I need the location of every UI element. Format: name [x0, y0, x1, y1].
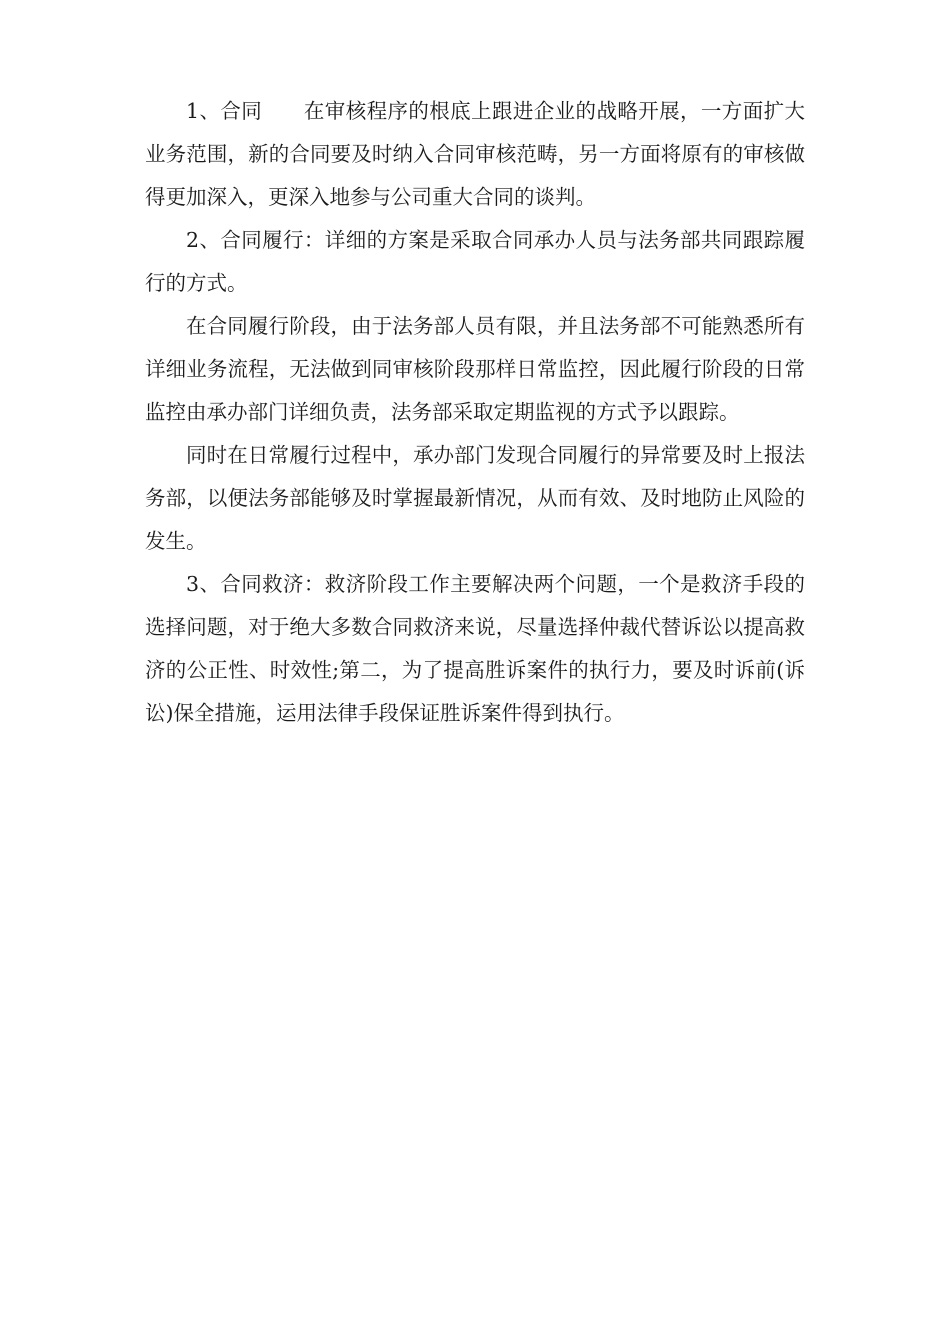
paragraph-performance-monitoring: 在合同履行阶段，由于法务部人员有限，并且法务部不可能熟悉所有详细业务流程，无法做到同审核阶段那样日常监控，因此履行阶段的日常监控由承办部门详细负责，法务部采取定期监视的方式予以跟踪。 [145, 314, 805, 424]
paragraph-contract-performance: 2、合同履行：详细的方案是采取合同承办人员与法务部共同跟踪履行的方式。 [145, 228, 805, 295]
document-body [145, 90, 805, 735]
paragraph-anomaly-reporting: 同时在日常履行过程中，承办部门发现合同履行的异常要及时上报法务部，以便法务部能够及时掌握最新情况，从而有效、及时地防止风险的发生。 [145, 443, 805, 553]
paragraph-contract-remedy: 3、合同救济：救济阶段工作主要解决两个问题，一个是救济手段的选择问题，对于绝大多数合同救济来说，尽量选择仲裁代替诉讼以提高救济的公正性、时效性;第二，为了提高胜诉案件的执行力，要及时诉前(诉讼)保全措施，运用法律手段保证胜诉案件得到执行。 [145, 572, 805, 725]
paragraph-contract-review: 1、合同 在审核程序的根底上跟进企业的战略开展，一方面扩大业务范围，新的合同要及时纳入合同审核范畴，另一方面将原有的审核做得更加深入，更深入地参与公司重大合同的谈判。 [145, 99, 805, 209]
